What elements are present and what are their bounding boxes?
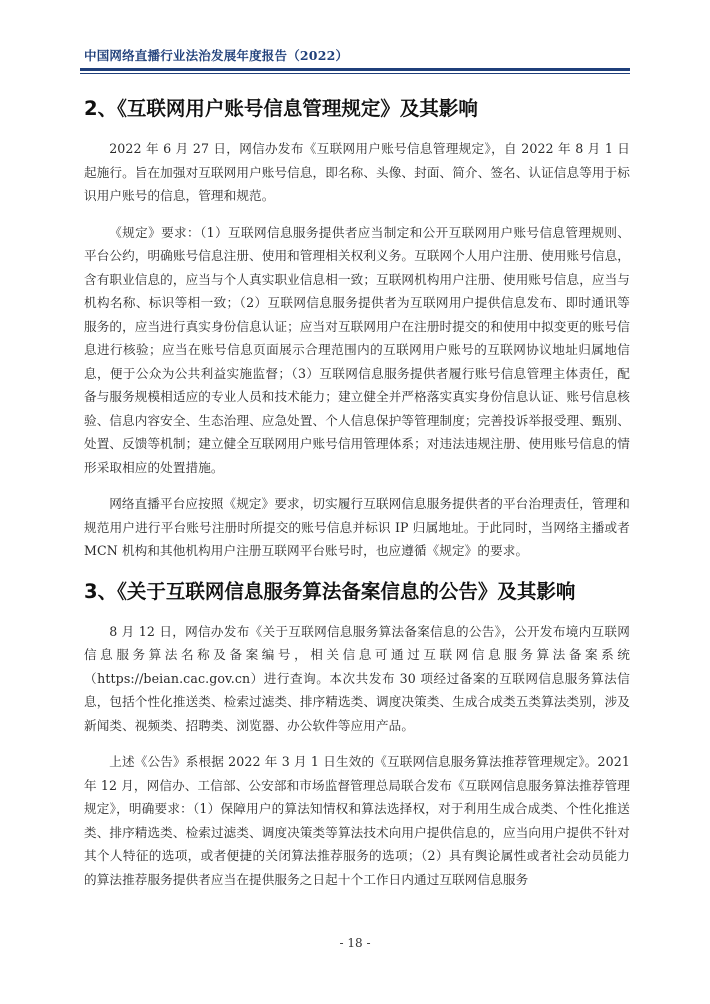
header-rule-thin <box>80 73 630 74</box>
section-heading-3: 3、《关于互联网信息服务算法备案信息的公告》及其影响 <box>84 579 576 603</box>
paragraph: 上述《公告》系根据 2022 年 3 月 1 日生效的《互联网信息服务算法推荐管理规定》。2021 年 12 月，网信办、工信部、公安部和市场监督管理总局联合发布《互联网信息服务算法推荐管理规定》，明确要求：（1）保障用户的算法知情权和算法选择权，对于利用生成合成类、个性化推送类、排序精选类、检索过滤类、调度决策类等算法技术向用户提供信息的，应当向用户提供不针对其个人特征的选项，或者便捷的关闭算法推荐服务的选项；（2）具有舆论属性或者社会动员能力的算法推荐服务提供者应当在提供服务之日起十个工作日内通过互联网信息服务 <box>84 754 630 887</box>
paragraph: 8 月 12 日，网信办发布《关于互联网信息服务算法备案信息的公告》，公开发布境内互联网信息服务算法名称及备案编号，相关信息可通过互联网信息服务算法备案系统（https://beian.cac.gov.cn）进行查询。本次共发布 30 项经过备案的互联网信息服务算法信息，包括个性化推送类、检索过滤类、排序精选类、调度决策类、生成合成类五类算法类别，涉及新闻类、视频类、招聘类、浏览器、办公软件等应用产品。 <box>84 623 630 733</box>
paragraph: 2022 年 6 月 27 日，网信办发布《互联网用户账号信息管理规定》，自 2022 年 8 月 1 日起施行。旨在加强对互联网用户账号信息，即名称、头像、封面、简介、签名、认证信息等用于标识用户账号的信息，管理和规范。 <box>84 141 630 203</box>
section-heading-2: 2、《互联网用户账号信息管理规定》及其影响 <box>84 97 478 120</box>
header-rule <box>80 68 630 71</box>
running-header: 中国网络直播行业法治发展年度报告（2022） <box>84 48 349 63</box>
paragraph: 网络直播平台应按照《规定》要求，切实履行互联网信息服务提供者的平台治理责任，管理和规范用户进行平台账号注册时所提交的账号信息并标识 IP 归属地址。于此同时，当网络主播或者 MCN 机构和其他机构用户注册互联网平台账号时，也应遵循《规定》的要求。 <box>84 496 630 558</box>
page-number: - 18 - <box>339 936 371 950</box>
page-body <box>84 88 630 904</box>
paragraph: 《规定》要求：（1）互联网信息服务提供者应当制定和公开互联网用户账号信息管理规则、平台公约，明确账号信息注册、使用和管理相关权利义务。互联网个人用户注册、使用账号信息，含有职业信息的，应当与个人真实职业信息相一致；互联网机构用户注册、使用账号信息，应当与机构名称、标识等相一致；（2）互联网信息服务提供者为互联网用户提供信息发布、即时通讯等服务的，应当进行真实身份信息认证；应当对互联网用户在注册时提交的和使用中拟变更的账号信息进行核验；应当在账号信息页面展示合理范围内的互联网用户账号的互联网协议地址归属地信息，便于公众为公共利益实施监督；（3）互联网信息服务提供者履行账号信息管理主体责任，配备与服务规模相适应的专业人员和技术能力；建立健全并严格落实真实身份信息认证、账号信息核验、信息内容安全、生态治理、应急处置、个人信息保护等管理制度；完善投诉举报受理、甄别、处置、反馈等机制；建立健全互联网用户账号信用管理体系；对违法违规注册、使用账号信息的情形采取相应的处置措施。 <box>84 224 630 475</box>
